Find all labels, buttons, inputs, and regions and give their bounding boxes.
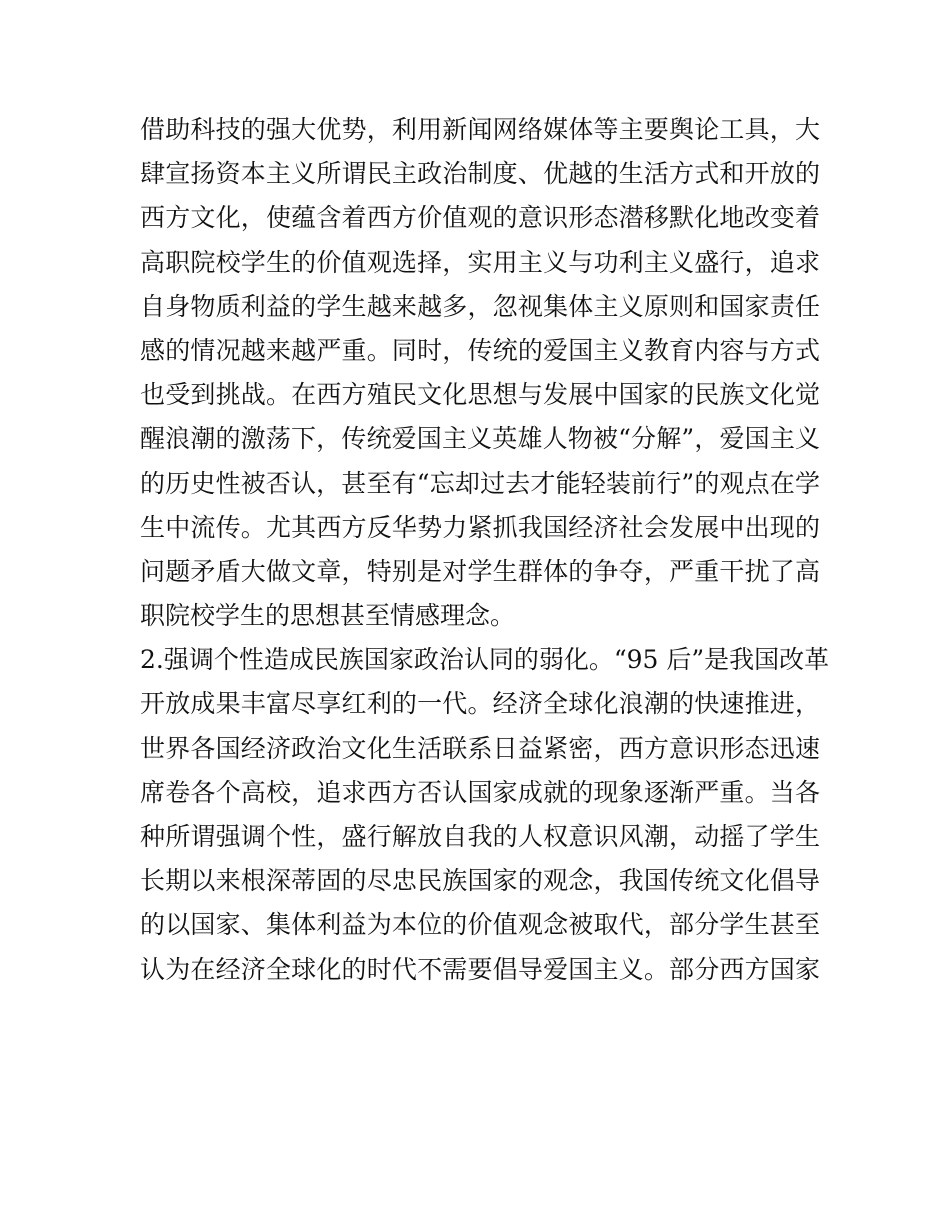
text-line: 的历史性被否认，甚至有“忘却过去才能轻装前行”的观点在学 [140,468,820,498]
text-line: 世界各国经济政治文化生活联系日益紧密，西方意识形态迅速 [140,733,820,763]
text-line: 种所谓强调个性，盛行解放自我的人权意识风潮，动摇了学生 [140,822,820,851]
text-line: 席卷各个高校，追求西方否认国家成就的现象逐渐严重。当各 [140,777,820,807]
paragraph-1 [140,108,820,638]
text-line: 开放成果丰富尽享红利的一代。经济全球化浪潮的快速推进， [140,689,820,719]
text-line: 感的情况越来越严重。同时，传统的爱国主义教育内容与方式 [140,335,820,365]
text-line: 长期以来根深蒂固的尽忠民族国家的观念，我国传统文化倡导 [140,866,820,896]
text-line: 2.强调个性造成民族国家政治认同的弱化。“95 后”是我国改革 [140,645,830,675]
text-line: 高职院校学生的价值观选择，实用主义与功利主义盛行，追求 [140,247,820,277]
text-line: 的以国家、集体利益为本位的价值观念被取代，部分学生甚至 [140,910,820,940]
text-line: 也受到挑战。在西方殖民文化思想与发展中国家的民族文化觉 [140,380,820,410]
text-line: 问题矛盾大做文章，特别是对学生群体的争夺，严重干扰了高 [140,556,820,586]
body-text [140,108,830,992]
text-line: 自身物质利益的学生越来越多，忽视集体主义原则和国家责任 [140,291,820,321]
text-line: 认为在经济全球化的时代不需要倡导爱国主义。部分西方国家 [140,954,820,984]
text-line: 职院校学生的思想甚至情感理念。 [140,601,516,631]
text-line: 生中流传。尤其西方反华势力紧抓我国经济社会发展中出现的 [140,512,820,542]
text-line: 借助科技的强大优势，利用新闻网络媒体等主要舆论工具，大 [140,115,820,144]
text-line: 西方文化，使蕴含着西方价值观的意识形态潜移默化地改变着 [140,203,820,233]
text-line: 肆宣扬资本主义所谓民主政治制度、优越的生活方式和开放的 [140,159,820,189]
text-line: 醒浪潮的激荡下，传统爱国主义英雄人物被“分解”，爱国主义 [140,424,820,454]
paragraph-2 [140,638,830,992]
